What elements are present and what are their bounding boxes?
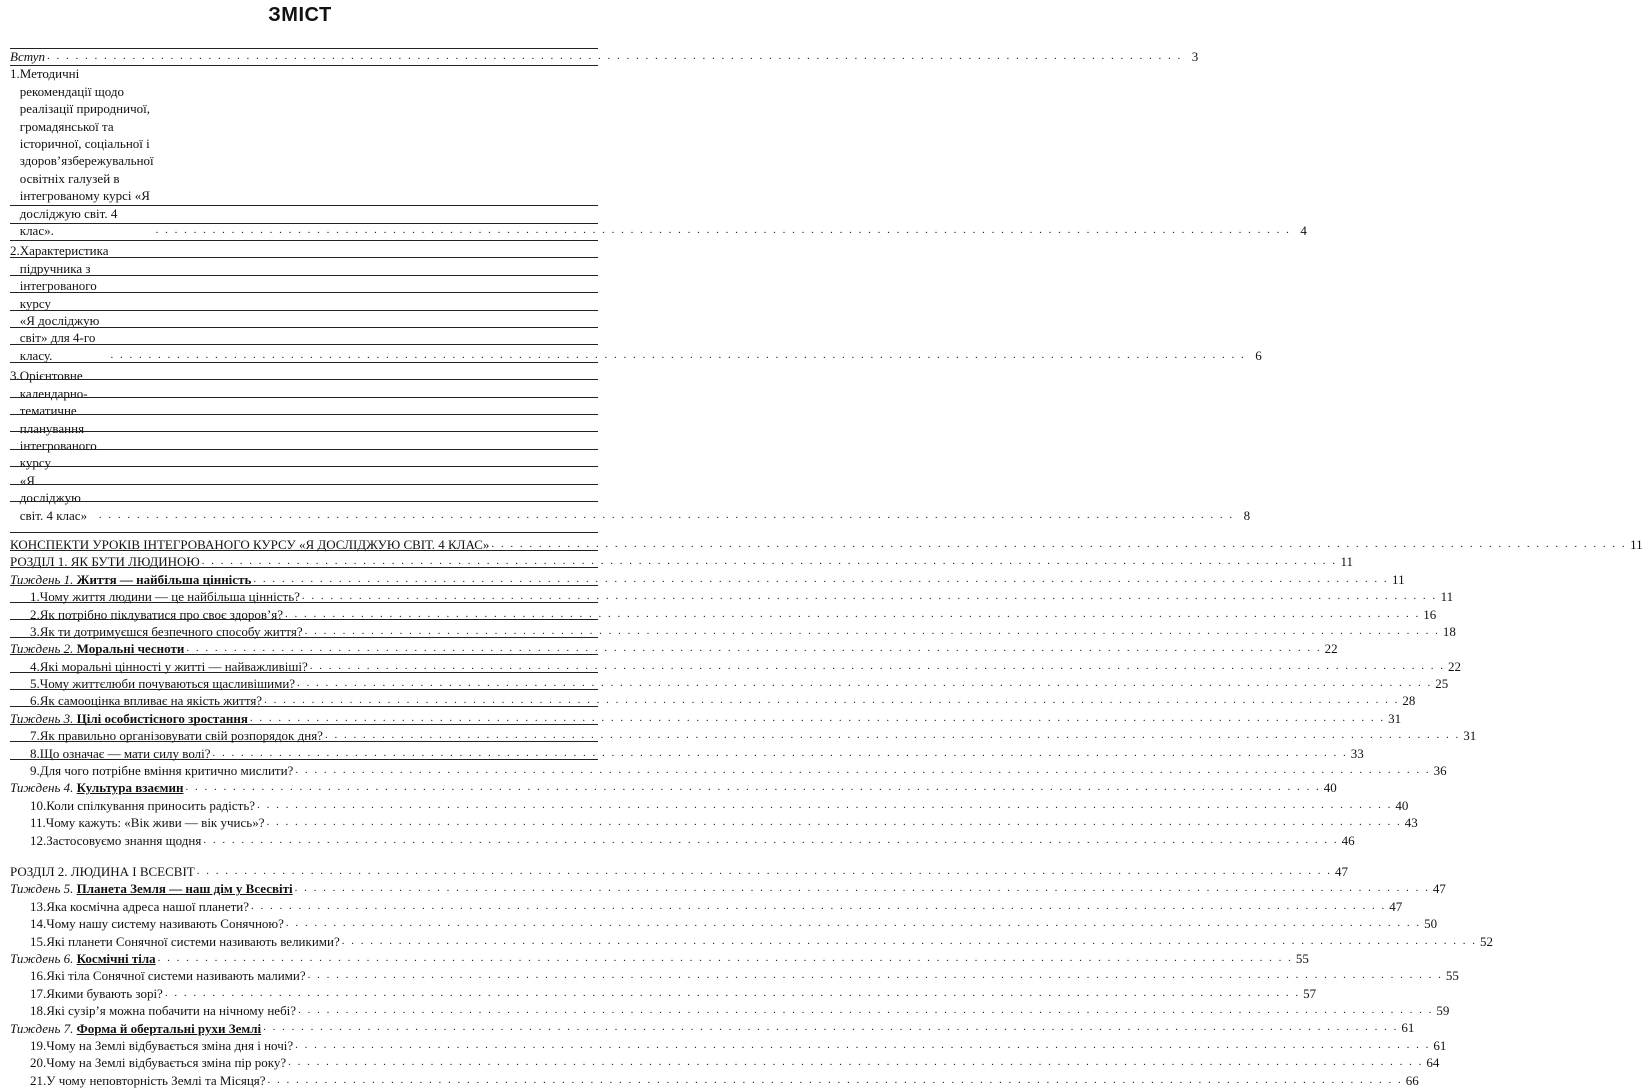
lesson-number: 7. — [30, 728, 40, 744]
lesson-number: 8. — [30, 745, 40, 761]
week-1-page: 11 — [1392, 571, 1405, 587]
method-item — [0, 65, 1307, 239]
toc-section-2-text: РОЗДІЛ 2. ЛЮДИНА І ВСЕСВІТ — [10, 863, 195, 879]
lesson-text — [30, 1054, 288, 1071]
week-7-leader: . . . . . . . . . . . . . . . . . . . . . . . . . . . . . . . . . . . . . . . . . . . . . . . . . . . . . . . . . . . . . . . . . . . . . . . . . . . . . . . . . . . . . . . . . . . . . . . . . . . . . . . . . . . . . . . . . . . . . . . . — [263, 1021, 1399, 1034]
lesson-number: 4. — [30, 658, 40, 674]
lesson-title: Що означає — мати силу волі? — [39, 745, 211, 761]
week-5-prefix: Тиждень 5. — [10, 881, 77, 897]
lesson-leader: . . . . . . . . . . . . . . . . . . . . . . . . . . . . . . . . . . . . . . . . . . . . . . . . . . . . . . . . . . . . . . . . . . . . . . . . . . . . . . . . . . . . . . . . . . . . . . . . . . . . . . . . . . . . . . . . . . . . . . . . — [164, 986, 1301, 999]
lesson-number: 10. — [30, 797, 47, 813]
lesson-page: 16 — [1423, 606, 1437, 622]
divider — [10, 65, 598, 66]
week-6-leader: . . . . . . . . . . . . . . . . . . . . . . . . . . . . . . . . . . . . . . . . . . . . . . . . . . . . . . . . . . . . . . . . . . . . . . . . . . . . . . . . . . . . . . . . . . . . . . . . . . . . . . . . . . . . . . . . . . . . . . . . — [157, 951, 1293, 964]
lesson-text — [30, 797, 257, 814]
lesson — [0, 985, 1317, 1002]
lesson-number: 6. — [30, 693, 40, 709]
week-3-page: 31 — [1388, 710, 1402, 726]
lesson-number: 1. — [30, 589, 40, 605]
lesson-page: 33 — [1350, 745, 1364, 761]
method-item-page: 8 — [1243, 507, 1251, 523]
lesson-title: Які тіла Сонячної системи називають малими? — [46, 968, 306, 984]
lesson-page: 61 — [1433, 1037, 1447, 1053]
lesson-number: 12. — [30, 832, 47, 848]
lesson-title: Застосовуємо знання щодня — [46, 832, 202, 848]
week-5-leader: . . . . . . . . . . . . . . . . . . . . . . . . . . . . . . . . . . . . . . . . . . . . . . . . . . . . . . . . . . . . . . . . . . . . . . . . . . . . . . . . . . . . . . . . . . . . . . . . . . . . . . . . . . . . . . . . . . . . . . . . — [294, 882, 1430, 895]
lesson-leader: . . . . . . . . . . . . . . . . . . . . . . . . . . . . . . . . . . . . . . . . . . . . . . . . . . . . . . . . . . . . . . . . . . . . . . . . . . . . . . . . . . . . . . . . . . . . . . . . . . . . . . . . . . . . . . . . . . . . . . . . — [288, 1056, 1424, 1069]
divider — [10, 414, 598, 415]
lesson-page: 66 — [1405, 1072, 1419, 1088]
lesson — [0, 898, 1403, 915]
toc-konspekty-leader: . . . . . . . . . . . . . . . . . . . . . . . . . . . . . . . . . . . . . . . . . . . . . . . . . . . . . . . . . . . . . . . . . . . . . . . . . . . . . . . . . . . . . . . . . . . . . . . . . . . . . . . . . . . . . . . . . . . . . . . . — [491, 537, 1627, 550]
method-item-text — [20, 242, 111, 364]
divider — [10, 362, 598, 363]
lesson-number: 21. — [30, 1072, 47, 1088]
lesson-title: Яка космічна адреса нашої планети? — [46, 898, 250, 914]
divider — [10, 344, 598, 345]
week-4-page: 40 — [1323, 780, 1337, 796]
lesson-number: 5. — [30, 676, 40, 692]
method-item-line: «Я досліджую світ. 4 клас» — [19, 472, 88, 523]
lesson-number: 2. — [30, 606, 40, 622]
divider — [10, 484, 598, 485]
divider — [10, 205, 598, 206]
lesson-leader: . . . . . . . . . . . . . . . . . . . . . . . . . . . . . . . . . . . . . . . . . . . . . . . . . . . . . . . . . . . . . . . . . . . . . . . . . . . . . . . . . . . . . . . . . . . . . . . . . . . . . . . . . . . . . . . . . . . . . . . . — [304, 624, 1440, 637]
lesson-title: Як самооцінка впливає на якість життя? — [39, 693, 263, 709]
intro-label: Вступ — [10, 49, 46, 64]
lesson-page: 40 — [1395, 797, 1409, 813]
lesson-text — [30, 1072, 268, 1089]
spacer — [0, 849, 600, 863]
toc-konspekty-page: 11 — [1630, 536, 1643, 552]
lesson-page: 57 — [1303, 985, 1317, 1001]
divider — [10, 619, 598, 620]
method-item-number: 1. — [10, 66, 20, 82]
divider — [10, 310, 598, 311]
page-title: ЗМІСТ — [268, 4, 332, 26]
week-2-prefix: Тиждень 2. — [10, 641, 77, 657]
lesson-leader: . . . . . . . . . . . . . . . . . . . . . . . . . . . . . . . . . . . . . . . . . . . . . . . . . . . . . . . . . . . . . . . . . . . . . . . . . . . . . . . . . . . . . . . . . . . . . . . . . . . . . . . . . . . . . . . . . . . . . . . . — [264, 694, 1400, 707]
lesson-page: 55 — [1445, 968, 1459, 984]
lesson-leader: . . . . . . . . . . . . . . . . . . . . . . . . . . . . . . . . . . . . . . . . . . . . . . . . . . . . . . . . . . . . . . . . . . . . . . . . . . . . . . . . . . . . . . . . . . . . . . . . . . . . . . . . . . . . . . . . . . . . . . . . — [298, 1004, 1434, 1017]
week-3-leader: . . . . . . . . . . . . . . . . . . . . . . . . . . . . . . . . . . . . . . . . . . . . . . . . . . . . . . . . . . . . . . . . . . . . . . . . . . . . . . . . . . . . . . . . . . . . . . . . . . . . . . . . . . . . . . . . . . . . . . . . — [249, 711, 1386, 724]
lesson-text — [30, 832, 203, 849]
lesson — [0, 915, 1438, 932]
lesson-title: Для чого потрібне вміння критично мислити? — [39, 763, 294, 779]
lesson-title: Чому життєлюби почуваються щасливішими? — [39, 676, 296, 692]
lesson-title: Як потрібно піклуватися про своє здоров’я? — [39, 606, 284, 622]
toc-section-2-page: 47 — [1334, 863, 1348, 879]
lesson-title: Якими бувають зорі? — [46, 985, 163, 1001]
week-4-title: Культура взаємин — [76, 780, 184, 796]
toc-intro — [0, 48, 1199, 65]
method-item-leader: . . . . . . . . . . . . . . . . . . . . . . . . . . . . . . . . . . . . . . . . . . . . . . . . . . . . . . . . . . . . . . . . . . . . . . . . . . . . . . . . . . . . . . . . . . . . . . . . . . . . . . . . . . . . . . . . . . . . . . . . — [98, 508, 1235, 521]
week-5-title: Планета Земля — наш дім у Всесвіті — [76, 881, 293, 897]
divider — [10, 379, 598, 380]
method-item-line: освітніх галузей в інтегрованому курсі «Я досліджую світ. 4 клас». — [19, 170, 150, 239]
lesson-title: Як ти дотримуєшся безпечного способу життя? — [39, 623, 303, 639]
divider — [10, 431, 598, 432]
lesson-text — [30, 1037, 295, 1054]
lesson-page: 36 — [1433, 763, 1447, 779]
lesson-title: Чому кажуть: «Вік живи — вік учись»? — [45, 815, 265, 831]
week-4-prefix: Тиждень 4. — [10, 780, 77, 796]
lesson-leader: . . . . . . . . . . . . . . . . . . . . . . . . . . . . . . . . . . . . . . . . . . . . . . . . . . . . . . . . . . . . . . . . . . . . . . . . . . . . . . . . . . . . . . . . . . . . . . . . . . . . . . . . . . . . . . . . . . . . . . . . — [257, 798, 1393, 811]
lesson-leader: . . . . . . . . . . . . . . . . . . . . . . . . . . . . . . . . . . . . . . . . . . . . . . . . . . . . . . . . . . . . . . . . . . . . . . . . . . . . . . . . . . . . . . . . . . . . . . . . . . . . . . . . . . . . . . . . . . . . . . . . — [295, 764, 1431, 777]
lesson-page: 31 — [1463, 728, 1477, 744]
lesson-page: 47 — [1389, 898, 1403, 914]
week-6-text — [10, 950, 158, 967]
lesson-page: 43 — [1404, 815, 1418, 831]
week-6 — [0, 950, 1309, 967]
week-3-prefix: Тиждень 3. — [10, 710, 77, 726]
divider — [10, 637, 598, 638]
lesson-text — [30, 967, 308, 984]
week-4 — [0, 779, 1337, 796]
method-item-page: 6 — [1255, 347, 1262, 363]
divider — [10, 532, 598, 533]
lesson-title: Коли спілкування приносить радість? — [46, 797, 256, 813]
divider — [10, 585, 598, 586]
divider — [10, 257, 598, 258]
lesson-leader: . . . . . . . . . . . . . . . . . . . . . . . . . . . . . . . . . . . . . . . . . . . . . . . . . . . . . . . . . . . . . . . . . . . . . . . . . . . . . . . . . . . . . . . . . . . . . . . . . . . . . . . . . . . . . . . . . . . . . . . . — [324, 729, 1461, 742]
week-1-title: Життя — найбільша цінність — [76, 571, 252, 587]
toc-section-1-text: РОЗДІЛ 1. ЯК БУТИ ЛЮДИНОЮ — [10, 554, 200, 570]
week-7-page: 61 — [1401, 1020, 1415, 1036]
week-7-text — [10, 1020, 263, 1037]
lesson-number: 11. — [30, 815, 46, 831]
lesson-page: 59 — [1436, 1003, 1450, 1019]
lesson-text — [30, 933, 342, 950]
toc-intro-leader: . . . . . . . . . . . . . . . . . . . . . . . . . . . . . . . . . . . . . . . . . . . . . . . . . . . . . . . . . . . . . . . . . . . . . . . . . . . . . . . . . . . . . . . . . . . . . . . . . . . . . . . . . . . . . . . . . . . . . . . . — [47, 49, 1183, 62]
divider — [10, 327, 598, 328]
divider — [10, 602, 598, 603]
lesson-number: 17. — [30, 985, 47, 1001]
lesson-title: У чому неповторність Землі та Місяця? — [46, 1072, 266, 1088]
lesson-page: 50 — [1424, 916, 1438, 932]
toc-intro-text — [10, 48, 47, 65]
week-6-title: Космічні тіла — [76, 950, 156, 966]
lesson-leader: . . . . . . . . . . . . . . . . . . . . . . . . . . . . . . . . . . . . . . . . . . . . . . . . . . . . . . . . . . . . . . . . . . . . . . . . . . . . . . . . . . . . . . . . . . . . . . . . . . . . . . . . . . . . . . . . . . . . . . . . — [267, 1073, 1403, 1086]
week-2-leader: . . . . . . . . . . . . . . . . . . . . . . . . . . . . . . . . . . . . . . . . . . . . . . . . . . . . . . . . . . . . . . . . . . . . . . . . . . . . . . . . . . . . . . . . . . . . . . . . . . . . . . . . . . . . . . . . . . . . . . . . — [186, 642, 1322, 655]
lesson — [0, 814, 1418, 831]
lesson-title: Які моральні цінності у житті — найважливіші? — [39, 658, 308, 674]
week-2-title: Моральні чесноти — [76, 641, 185, 657]
lesson-text — [30, 898, 251, 915]
method-item-leader: . . . . . . . . . . . . . . . . . . . . . . . . . . . . . . . . . . . . . . . . . . . . . . . . . . . . . . . . . . . . . . . . . . . . . . . . . . . . . . . . . . . . . . . . . . . . . . . . . . . . . . . . . . . . . . . . . . . . . . . . — [155, 224, 1291, 237]
week-2-page: 22 — [1324, 641, 1338, 657]
lesson — [0, 933, 1493, 950]
toc-intro-page: 3 — [1191, 48, 1199, 64]
lesson-page: 46 — [1341, 832, 1355, 848]
method-item — [0, 242, 1262, 364]
lesson-title: Як правильно організовувати свій розпорядок дня? — [39, 728, 323, 744]
divider — [10, 672, 598, 673]
toc-section-2-leader: . . . . . . . . . . . . . . . . . . . . . . . . . . . . . . . . . . . . . . . . . . . . . . . . . . . . . . . . . . . . . . . . . . . . . . . . . . . . . . . . . . . . . . . . . . . . . . . . . . . . . . . . . . . . . . . . . . . . . . . . — [196, 864, 1332, 877]
lesson-number: 16. — [30, 968, 47, 984]
lesson-title: Які планети Сонячної системи називають великими? — [46, 933, 340, 949]
toc-section-1-leader: . . . . . . . . . . . . . . . . . . . . . . . . . . . . . . . . . . . . . . . . . . . . . . . . . . . . . . . . . . . . . . . . . . . . . . . . . . . . . . . . . . . . . . . . . . . . . . . . . . . . . . . . . . . . . . . . . . . . . . . . — [201, 555, 1337, 568]
method-item-page: 4 — [1300, 223, 1307, 239]
lesson-leader: . . . . . . . . . . . . . . . . . . . . . . . . . . . . . . . . . . . . . . . . . . . . . . . . . . . . . . . . . . . . . . . . . . . . . . . . . . . . . . . . . . . . . . . . . . . . . . . . . . . . . . . . . . . . . . . . . . . . . . . . — [341, 934, 1477, 947]
week-3-title: Цілі особистісного зростання — [76, 710, 248, 726]
lesson-leader: . . . . . . . . . . . . . . . . . . . . . . . . . . . . . . . . . . . . . . . . . . . . . . . . . . . . . . . . . . . . . . . . . . . . . . . . . . . . . . . . . . . . . . . . . . . . . . . . . . . . . . . . . . . . . . . . . . . . . . . . — [266, 816, 1402, 829]
method-item-line: Орієнтовне календарно-тематичне планування інтегрованого курсу — [19, 368, 97, 471]
divider — [10, 223, 598, 224]
lesson-text — [30, 915, 286, 932]
spacer — [0, 524, 600, 536]
table-of-contents — [0, 48, 1643, 1088]
lesson-text — [30, 814, 266, 831]
divider — [10, 397, 598, 398]
lesson — [0, 1072, 1419, 1089]
lesson-number: 9. — [30, 763, 40, 779]
week-1-leader: . . . . . . . . . . . . . . . . . . . . . . . . . . . . . . . . . . . . . . . . . . . . . . . . . . . . . . . . . . . . . . . . . . . . . . . . . . . . . . . . . . . . . . . . . . . . . . . . . . . . . . . . . . . . . . . . . . . . . . . . — [253, 572, 1389, 585]
divider — [10, 759, 598, 760]
method-item-line: Характеристика підручника з інтегрованого курсу — [19, 243, 109, 311]
lesson-number: 19. — [30, 1037, 47, 1053]
lesson-text — [30, 762, 295, 779]
lesson-title: Чому життя людини — це найбільша цінність? — [39, 589, 300, 605]
method-item-line: Методичні рекомендації щодо реалізації природничої, — [19, 66, 150, 117]
divider — [10, 240, 598, 241]
week-6-page: 55 — [1295, 950, 1309, 966]
lesson-leader: . . . . . . . . . . . . . . . . . . . . . . . . . . . . . . . . . . . . . . . . . . . . . . . . . . . . . . . . . . . . . . . . . . . . . . . . . . . . . . . . . . . . . . . . . . . . . . . . . . . . . . . . . . . . . . . . . . . . . . . . — [297, 677, 1433, 690]
week-7-title: Форма й обертальні рухи Землі — [76, 1020, 262, 1036]
lesson-text — [30, 1002, 298, 1019]
lesson — [0, 832, 1355, 849]
week-7 — [0, 1020, 1415, 1037]
method-item-leader: . . . . . . . . . . . . . . . . . . . . . . . . . . . . . . . . . . . . . . . . . . . . . . . . . . . . . . . . . . . . . . . . . . . . . . . . . . . . . . . . . . . . . . . . . . . . . . . . . . . . . . . . . . . . . . . . . . . . . . . . — [110, 348, 1246, 361]
lesson-title: Чому на Землі відбувається зміна пір року? — [46, 1055, 287, 1071]
lesson — [0, 797, 1409, 814]
divider — [10, 724, 598, 725]
lesson-number: 14. — [30, 916, 47, 932]
week-1-prefix: Тиждень 1. — [10, 571, 77, 587]
divider — [10, 654, 598, 655]
lesson-page: 52 — [1479, 933, 1493, 949]
lesson-leader: . . . . . . . . . . . . . . . . . . . . . . . . . . . . . . . . . . . . . . . . . . . . . . . . . . . . . . . . . . . . . . . . . . . . . . . . . . . . . . . . . . . . . . . . . . . . . . . . . . . . . . . . . . . . . . . . . . . . . . . . — [212, 746, 1348, 759]
divider — [10, 449, 598, 450]
divider — [10, 48, 598, 49]
lesson-title: Чому на Землі відбувається зміна дня і ночі? — [46, 1037, 294, 1053]
week-6-prefix: Тиждень 6. — [10, 950, 77, 966]
divider — [10, 706, 598, 707]
lesson-leader: . . . . . . . . . . . . . . . . . . . . . . . . . . . . . . . . . . . . . . . . . . . . . . . . . . . . . . . . . . . . . . . . . . . . . . . . . . . . . . . . . . . . . . . . . . . . . . . . . . . . . . . . . . . . . . . . . . . . . . . . — [301, 590, 1438, 603]
method-item-number: 2. — [10, 243, 20, 259]
method-item-line: громадянської та історичної, соціальної і здоров’язбережувальної — [19, 118, 154, 169]
lesson-page: 18 — [1442, 623, 1456, 639]
lesson-leader: . . . . . . . . . . . . . . . . . . . . . . . . . . . . . . . . . . . . . . . . . . . . . . . . . . . . . . . . . . . . . . . . . . . . . . . . . . . . . . . . . . . . . . . . . . . . . . . . . . . . . . . . . . . . . . . . . . . . . . . . — [203, 833, 1339, 846]
lesson — [0, 1054, 1440, 1071]
lesson-number: 13. — [30, 898, 47, 914]
lesson-page: 11 — [1440, 589, 1454, 605]
lesson-page: 22 — [1447, 658, 1461, 674]
toc-konspekty-text: КОНСПЕКТИ УРОКІВ ІНТЕГРОВАНОГО КУРСУ «Я ДОСЛІДЖУЮ СВІТ. 4 КЛАС» — [10, 536, 490, 552]
divider — [10, 689, 598, 690]
lesson-leader: . . . . . . . . . . . . . . . . . . . . . . . . . . . . . . . . . . . . . . . . . . . . . . . . . . . . . . . . . . . . . . . . . . . . . . . . . . . . . . . . . . . . . . . . . . . . . . . . . . . . . . . . . . . . . . . . . . . . . . . . — [295, 1038, 1431, 1051]
lesson-leader: . . . . . . . . . . . . . . . . . . . . . . . . . . . . . . . . . . . . . . . . . . . . . . . . . . . . . . . . . . . . . . . . . . . . . . . . . . . . . . . . . . . . . . . . . . . . . . . . . . . . . . . . . . . . . . . . . . . . . . . . — [307, 969, 1443, 982]
lesson-number: 18. — [30, 1003, 47, 1019]
toc-section-2 — [0, 863, 1348, 880]
week-4-leader: . . . . . . . . . . . . . . . . . . . . . . . . . . . . . . . . . . . . . . . . . . . . . . . . . . . . . . . . . . . . . . . . . . . . . . . . . . . . . . . . . . . . . . . . . . . . . . . . . . . . . . . . . . . . . . . . . . . . . . . . — [185, 781, 1321, 794]
lesson-number: 3. — [30, 623, 40, 639]
divider — [10, 292, 598, 293]
lesson-number: 15. — [30, 933, 47, 949]
week-5 — [0, 880, 1446, 897]
lesson-number: 20. — [30, 1055, 47, 1071]
lesson-page: 64 — [1426, 1055, 1440, 1071]
lesson — [0, 1002, 1450, 1019]
lesson-page: 25 — [1435, 676, 1449, 692]
divider — [10, 466, 598, 467]
divider — [10, 741, 598, 742]
lesson-leader: . . . . . . . . . . . . . . . . . . . . . . . . . . . . . . . . . . . . . . . . . . . . . . . . . . . . . . . . . . . . . . . . . . . . . . . . . . . . . . . . . . . . . . . . . . . . . . . . . . . . . . . . . . . . . . . . . . . . . . . . — [285, 917, 1422, 930]
method-item-text — [20, 65, 156, 239]
lesson — [0, 1037, 1447, 1054]
lesson-page: 28 — [1402, 693, 1416, 709]
week-7-prefix: Тиждень 7. — [10, 1020, 77, 1036]
lesson-leader: . . . . . . . . . . . . . . . . . . . . . . . . . . . . . . . . . . . . . . . . . . . . . . . . . . . . . . . . . . . . . . . . . . . . . . . . . . . . . . . . . . . . . . . . . . . . . . . . . . . . . . . . . . . . . . . . . . . . . . . . — [309, 659, 1445, 672]
lesson-title: Чому нашу систему називають Сонячною? — [46, 916, 284, 932]
week-5-page: 47 — [1432, 881, 1446, 897]
divider — [10, 550, 598, 551]
lesson-title: Які сузір’я можна побачити на нічному небі? — [46, 1003, 297, 1019]
divider — [10, 501, 598, 502]
lesson-leader: . . . . . . . . . . . . . . . . . . . . . . . . . . . . . . . . . . . . . . . . . . . . . . . . . . . . . . . . . . . . . . . . . . . . . . . . . . . . . . . . . . . . . . . . . . . . . . . . . . . . . . . . . . . . . . . . . . . . . . . . — [251, 899, 1387, 912]
lesson — [0, 967, 1459, 984]
week-4-text — [10, 779, 185, 796]
lesson-text — [30, 985, 165, 1002]
week-5-text — [10, 880, 295, 897]
lesson — [0, 762, 1447, 779]
lesson-leader: . . . . . . . . . . . . . . . . . . . . . . . . . . . . . . . . . . . . . . . . . . . . . . . . . . . . . . . . . . . . . . . . . . . . . . . . . . . . . . . . . . . . . . . . . . . . . . . . . . . . . . . . . . . . . . . . . . . . . . . . — [285, 607, 1421, 620]
method-item-line: «Я досліджую світ» для 4-го класу. — [19, 313, 100, 363]
divider — [10, 275, 598, 276]
toc-section-1-page: 11 — [1340, 554, 1353, 570]
method-item-number: 3. — [10, 368, 20, 384]
divider — [10, 567, 598, 568]
